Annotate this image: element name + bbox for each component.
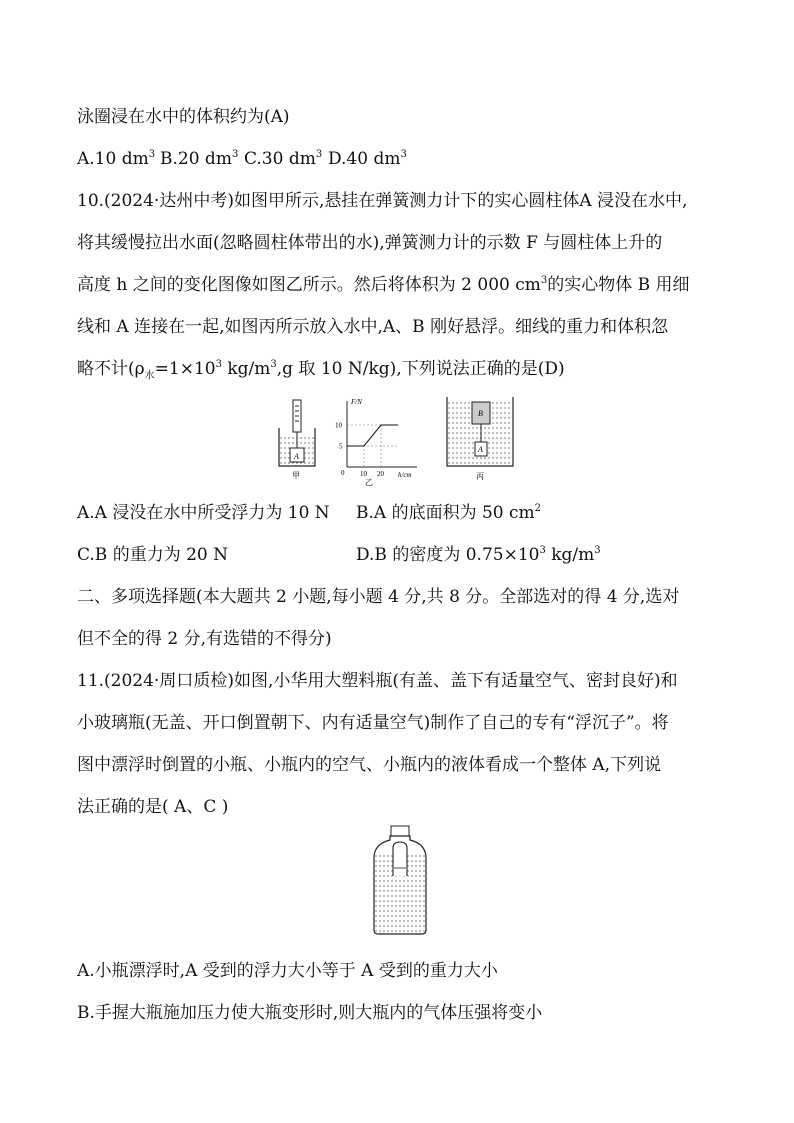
q11-line-2: 小玻璃瓶(无盖、开口倒置朝下、内有适量空气)制作了自己的专有“浮沉子”。将 <box>77 713 669 733</box>
label-yi: 乙 <box>365 478 373 487</box>
tick-x0: 0 <box>341 469 345 477</box>
q10-line-5: 略不计($\rho_水=1\times 10^3$ $kg/m^3,g$ 取 10 N/kg),下列说法正确的是(D) <box>77 359 565 382</box>
section-2-heading: 二、多项选择题(本大题共 2 小题,每小题 4 分,共 8 分。全部选对的得 4 分,选对 <box>77 587 680 607</box>
q10-option-c: C.B 的重力为 20 N <box>77 545 229 565</box>
q10-option-a: A.A 浸没在水中所受浮力为 10 N <box>77 503 330 523</box>
q11-option-b: B.手握大瓶施加压力使大瓶变形时,则大瓶内的气体压强将变小 <box>77 1003 543 1023</box>
label-bing: 丙 <box>476 472 484 481</box>
label-a: A <box>294 452 299 461</box>
label-jia: 甲 <box>292 471 300 480</box>
tick-x20: 20 <box>377 470 384 478</box>
figure-yi-chart <box>333 395 423 487</box>
small-vial <box>393 842 407 876</box>
q10-line-1: 10.(2024·达州中考)如图甲所示,悬挂在弹簧测力计下的实心圆柱体A 浸没在水中, <box>77 191 688 211</box>
tick-y5: 5 <box>339 442 343 451</box>
figure-bing <box>444 394 516 486</box>
y-axis-label: F/N <box>351 398 362 406</box>
q11-line-4: 法正确的是( A、C ) <box>77 797 229 817</box>
tick-y10: 10 <box>335 421 342 430</box>
series-line <box>347 425 398 446</box>
q11-option-a: A.小瓶漂浮时,A 受到的浮力大小等于 A 受到的重力大小 <box>77 961 498 981</box>
q10-line-3: 高度 h 之间的变化图像如图乙所示。然后将体积为 2 000 $cm^3$的实心物体 B 用细 <box>77 275 690 295</box>
q11-line-3: 图中漂浮时倒置的小瓶、小瓶内的空气、小瓶内的液体看成一个整体 A,下列说 <box>77 755 662 775</box>
figure-bottle <box>370 824 430 936</box>
label-a-bing: A <box>478 445 483 454</box>
q10-option-d: D.B 的密度为 $0.75\times 10^3$ $kg/m^3$ <box>356 545 601 565</box>
q9-option-a: A.10 $dm^3$ <box>77 149 156 169</box>
label-b: B <box>478 409 483 418</box>
q11-line-1: 11.(2024·周口质检)如图,小华用大塑料瓶(有盖、盖下有适量空气、密封良好)和 <box>77 671 678 691</box>
q9-text: 泳圈浸在水中的体积约为(A) <box>77 107 290 127</box>
q10-line-4: 线和 A 连接在一起,如图丙所示放入水中,A、B 刚好悬浮。细线的重力和体积忽 <box>77 317 669 337</box>
bottle-cap <box>391 826 409 836</box>
figure-jia <box>275 398 320 483</box>
tick-x10: 10 <box>360 470 367 478</box>
q10-option-b: B.A 的底面积为 50 $cm^2$ <box>356 503 542 523</box>
q10-line-2: 将其缓慢拉出水面(忽略圆柱体带出的水),弹簧测力计的示数 F 与圆柱体上升的 <box>77 233 663 253</box>
q9-option-b: B.20 $dm^3$ <box>160 149 239 169</box>
q9-option-d: D.40 $dm^3$ <box>328 149 407 169</box>
x-axis-label: h/cm <box>398 471 412 479</box>
section-2-heading-cont: 但不全的得 2 分,有选错的不得分) <box>77 629 332 649</box>
q9-option-c: C.30 $dm^3$ <box>244 149 323 169</box>
